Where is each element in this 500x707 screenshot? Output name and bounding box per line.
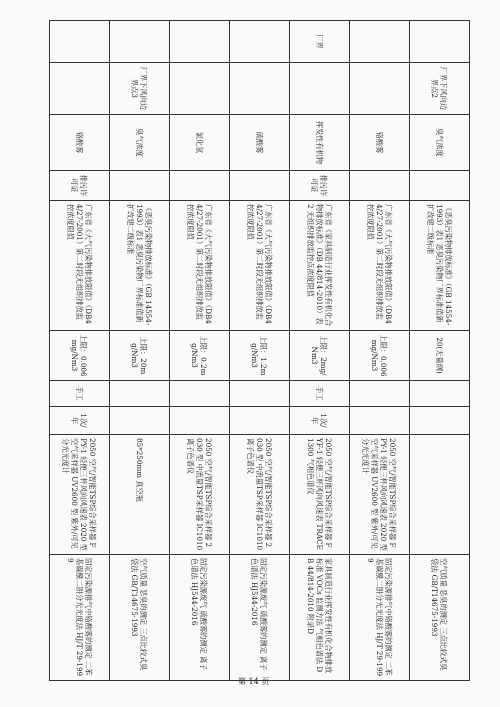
cell-permit — [110, 171, 170, 201]
cell-method — [110, 381, 170, 407]
cell-limit: 上限：0.006mg/Nm3 — [50, 331, 110, 381]
cell-limit: 上限：0.006mg/Nm3 — [350, 331, 410, 381]
cell-permit: 排污许可证 — [290, 171, 350, 201]
table-row — [290, 21, 350, 681]
cell-equipment: 85*250mm 真空瓶 — [110, 435, 170, 555]
cell-pollutant: 硫酸雾 — [230, 115, 290, 171]
cell-standard: 广东省《大气污染物排放限值》（DB44/27-2001）第二时段无组织排放监控浓度限值 — [230, 201, 290, 331]
cell-permit — [410, 171, 470, 201]
cell-analysis-method: 空气质量 恶臭的测定 三点比较式臭袋法 GB/T14675-1993 — [410, 555, 470, 681]
cell-point — [290, 63, 350, 115]
cell-analysis-method: 固定污染源排气中铬酸雾的测定 二苯基碳酰二肼分光光度法 HJ/T 29-1999 — [350, 555, 410, 681]
cell-equipment: 2050 空气/智能TSP综合采样器 2030 型 中流量TSP采样器 IC1010 离子色谱仪 — [170, 435, 230, 555]
cell-analysis-method: 家具制造行业挥发性有机化合物排放标准 VOCs 监测方法 气相色谱法 DB 44/814-2010 附录D — [290, 555, 350, 681]
monitoring-table — [49, 20, 470, 681]
cell-limit: 上限：20mg/Nm3 — [110, 331, 170, 381]
cell-area — [230, 21, 290, 63]
cell-permit — [230, 171, 290, 201]
cell-equipment: 2050 空气/智能TSP综合采样器 FYF-1 轻便三杯风向风速表 TRACE1300 气相色谱仪 — [290, 435, 350, 555]
cell-permit — [170, 171, 230, 201]
cell-analysis-method: 固定污染源废气 硫酸雾的测定 离子色谱法 HJ544-2016 — [170, 555, 230, 681]
cell-area — [110, 21, 170, 63]
cell-area — [410, 21, 470, 63]
cell-point — [350, 63, 410, 115]
cell-frequency — [170, 407, 230, 435]
cell-point — [170, 63, 230, 115]
cell-area: 厂界 — [290, 21, 350, 63]
cell-equipment: 2050 空气/智能TSP综合采样器 2030 型 中流量TSP采样器 IC1010 离子色谱仪 — [230, 435, 290, 555]
rotated-table-sheet — [40, 20, 470, 680]
table-row — [410, 21, 470, 681]
cell-standard: 广东省《大气污染物排放限值》（DB44/27-2001）第二时段无组织排放监控浓度限值 — [50, 201, 110, 331]
cell-method — [170, 381, 230, 407]
page-number: 第 14 页 — [238, 677, 270, 686]
cell-limit: 上限：0.2mg/Nm3 — [170, 331, 230, 381]
cell-point — [50, 63, 110, 115]
cell-equipment — [410, 435, 470, 555]
cell-method: 手工 — [50, 381, 110, 407]
cell-frequency: 1次/年 — [290, 407, 350, 435]
table-row — [350, 21, 410, 681]
cell-pollutant: 铬酸雾 — [50, 115, 110, 171]
cell-standard: 广东省《家具制造行业挥发性有机化合物排放标准》（DB 44/814-2010）表2 无组织排放监控点浓度限值 — [290, 201, 350, 331]
cell-frequency — [350, 407, 410, 435]
table-row — [50, 21, 110, 681]
cell-pollutant: 臭气浓度 — [110, 115, 170, 171]
cell-pollutant: 铬酸雾 — [350, 115, 410, 171]
cell-area — [170, 21, 230, 63]
cell-limit: 上限：2mg/Nm3 — [290, 331, 350, 381]
cell-analysis-method: 空气质量 恶臭的测定 三点比较式臭袋法 GB/T14675-1993 — [110, 555, 170, 681]
cell-point: 厂界下风向边界点3 — [110, 63, 170, 115]
cell-equipment: 2050 空气/智能TSP综合采样器 FPY-1 轻便三杯风向风速表 2020 型 空气采样器 UV2600 型 紫外/可见分光光度计 — [350, 435, 410, 555]
cell-area — [50, 21, 110, 63]
cell-standard: 广东省《大气污染物排放限值》（DB44/27-2001）第二时段无组织排放监控浓度限值 — [350, 201, 410, 331]
cell-permit — [350, 171, 410, 201]
cell-method — [350, 381, 410, 407]
cell-frequency: 1次/年 — [50, 407, 110, 435]
cell-frequency — [410, 407, 470, 435]
table-row — [230, 21, 290, 681]
cell-method — [230, 381, 290, 407]
cell-method: 手工 — [290, 381, 350, 407]
cell-limit: 上限：1.2mg/Nm3 — [230, 331, 290, 381]
cell-limit: 20(无量纲) — [410, 331, 470, 381]
cell-area — [350, 21, 410, 63]
cell-pollutant: 氯化氢 — [170, 115, 230, 171]
cell-standard: 《恶臭污染物排放标准》（GB 14554-1993）表1 恶臭污染物厂界标准值新扩改建二级标准 — [110, 201, 170, 331]
cell-frequency — [230, 407, 290, 435]
cell-frequency — [110, 407, 170, 435]
cell-point: 厂界下风向边界点2 — [410, 63, 470, 115]
cell-equipment: 2050 空气/智能TSP综合采样器 FPY-1 轻便三杯风向风速表 2020 型 空气采样器 UV2600 型 紫外/可见分光光度计 — [50, 435, 110, 555]
cell-standard: 广东省《大气污染物排放限值》（DB44/27-2001）第二时段无组织排放监控浓度限值 — [170, 201, 230, 331]
cell-point — [230, 63, 290, 115]
cell-analysis-method: 固定污染源废气 硫酸雾的测定 离子色谱法 HJ544-2016 — [230, 555, 290, 681]
cell-pollutant: 臭气浓度 — [410, 115, 470, 171]
table-row — [110, 21, 170, 681]
cell-analysis-method: 固定污染源排气中铬酸雾的测定 二苯基碳酰二肼分光光度法 HJ/T 29-1999 — [50, 555, 110, 681]
cell-standard: 《恶臭污染物排放标准》（GB 14554-1993）表1 恶臭污染物厂界标准值新扩改建二级标准 — [410, 201, 470, 331]
cell-method — [410, 381, 470, 407]
table-row — [170, 21, 230, 681]
cell-pollutant: 挥发性有机物 — [290, 115, 350, 171]
cell-permit: 排污许可证 — [50, 171, 110, 201]
